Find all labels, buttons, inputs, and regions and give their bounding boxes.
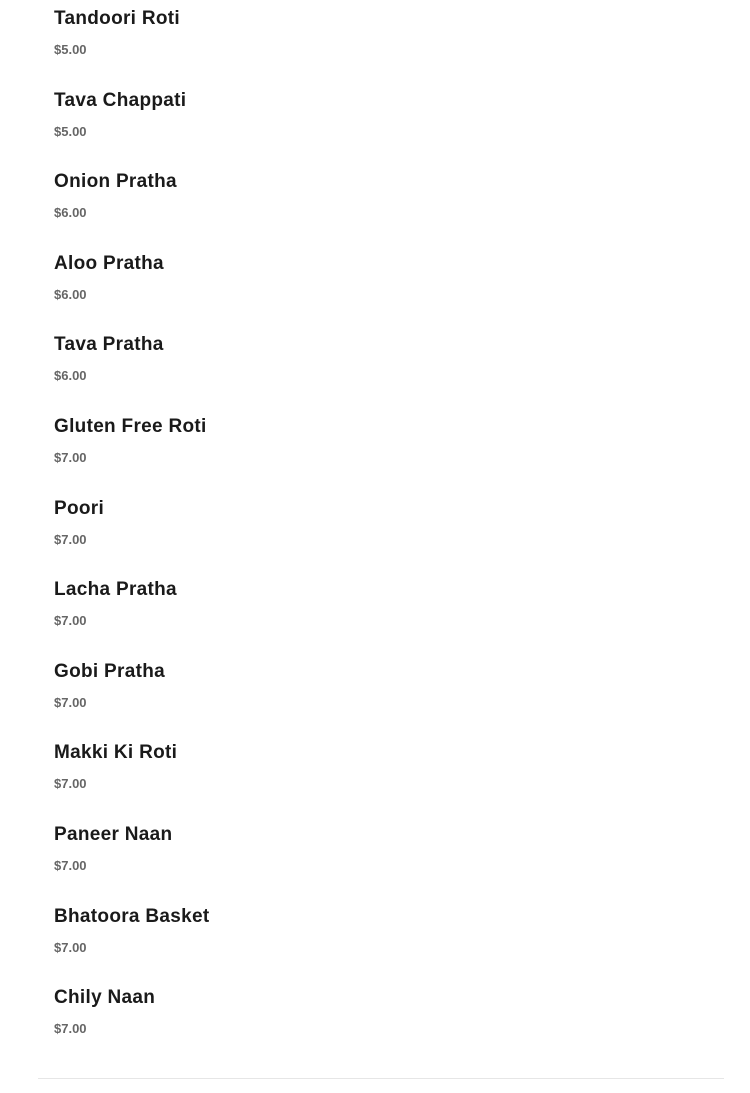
item-name: Aloo Pratha [54,252,164,274]
item-price: $7.00 [54,857,87,873]
menu-item-aloo-pratha[interactable] [54,245,714,327]
item-price: $7.00 [54,531,87,547]
item-price: $6.00 [54,368,87,384]
item-price: $7.00 [54,694,87,710]
item-price: $6.00 [54,205,87,221]
menu-item-gluten-free-roti[interactable] [54,408,714,490]
item-price: $7.00 [54,939,87,955]
item-name: Onion Pratha [54,171,177,193]
menu-item-gobi-pratha[interactable] [54,653,714,735]
item-name: Bhatoora Basket [54,905,210,927]
menu-item-paneer-naan[interactable] [54,816,714,898]
item-price: $7.00 [54,613,87,629]
item-name: Tandoori Roti [54,8,180,29]
item-name: Gobi Pratha [54,660,165,682]
item-name: Paneer Naan [54,823,173,845]
item-name: Chily Naan [54,987,156,1009]
menu-item-chily-naan[interactable] [54,979,714,1061]
item-name: Poori [54,497,105,519]
item-name: Makki Ki Roti [54,742,178,764]
item-name: Tava Chappati [54,89,187,111]
item-name: Gluten Free Roti [54,415,207,437]
menu-item-onion-pratha[interactable] [54,163,714,245]
menu-item-tandoori-roti[interactable] [54,0,714,82]
menu-item-makki-ki-roti[interactable] [54,734,714,816]
menu-item-bhatoora-basket[interactable] [54,898,714,980]
section-divider [38,1078,724,1079]
item-name: Tava Pratha [54,334,164,356]
item-name: Lacha Pratha [54,579,177,601]
item-price: $5.00 [54,42,87,57]
menu-item-list [54,0,714,1061]
item-price: $5.00 [54,123,87,139]
item-price: $6.00 [54,286,87,302]
menu-item-lacha-pratha[interactable] [54,571,714,653]
menu-item-tava-chappati[interactable] [54,82,714,164]
item-price: $7.00 [54,449,87,465]
item-price: $7.00 [54,1021,87,1037]
menu-item-tava-pratha[interactable] [54,326,714,408]
menu-item-poori[interactable] [54,490,714,572]
item-price: $7.00 [54,776,87,792]
